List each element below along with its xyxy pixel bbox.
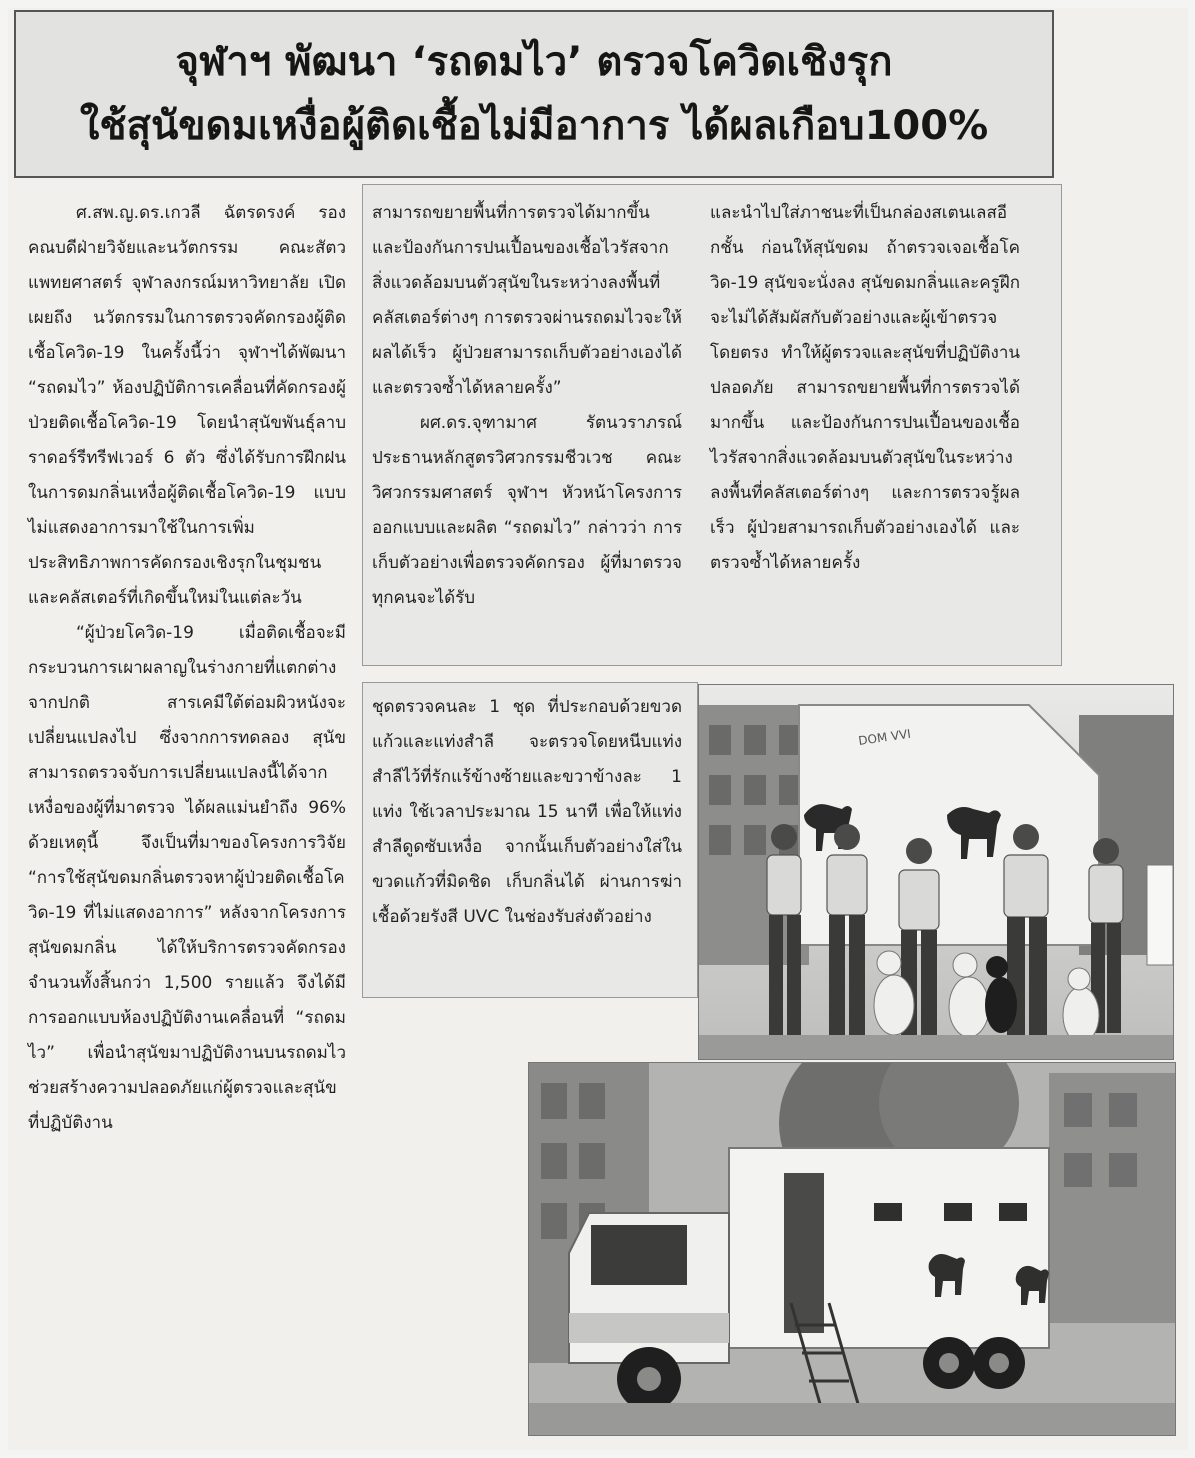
paragraph: ศ.สพ.ญ.ดร.เกวลี ฉัตรดรงค์ รองคณบดีฝ่ายวิจัยและนวัตกรรม คณะสัตวแพทยศาสตร์ จุฬาลงกรณ์มหาวิทยาลัย เปิดเผยถึง นวัตกรรมในการตรวจคัดกรองผู้ติดเชื้อโควิด-19 ในครั้งนี้ว่า จุฬาฯได้พัฒนา “รถดมไว” ห้องปฏิบัติการเคลื่อนที่คัดกรองผู้ป่วยติดเชื้อโควิด-19 โดยนำสุนัขพันธุ์ลาบราดอร์รีทรีฟเวอร์ 6 ตัว ซึ่งได้รับการฝึกฝนในการดมกลิ่นเหงื่อผู้ติดเชื้อโควิด-19 แบบไม่แสดงอาการมาใช้ในการเพิ่มประสิทธิภาพการคัดกรองเชิงรุกในชุมชนและคลัสเตอร์ที่เกิดขึ้นใหม่ในแต่ละวัน <box>28 203 346 608</box>
headline-box <box>14 10 1054 178</box>
article-column-3-top <box>710 196 1020 581</box>
paragraph: ชุดตรวจคนละ 1 ชุด ที่ประกอบด้วยขวดแก้วและแท่งสำลี จะตรวจโดยหนีบแท่งสำลีไว้ที่รักแร้ข้างซ้ายและขวาข้างละ 1 แท่ง ใช้เวลาประมาณ 15 นาที เพื่อให้แท่งสำลีดูดซับเหงื่อ จากนั้นเก็บตัวอย่างใส่ในขวดแก้วที่มิดชิด เก็บกลิ่นได้ ผ่านการฆ่าเชื้อด้วยรังสี UVC ในช่องรับส่งตัวอย่าง <box>372 697 682 927</box>
paragraph: ผศ.ดร.จุฑามาศ รัตนวราภรณ์ ประธานหลักสูตรวิศวกรรมชีวเวช คณะวิศวกรรมศาสตร์ จุฬาฯ หัวหน้าโครงการออกแบบและผลิต “รถดมไว” กล่าวว่า การเก็บตัวอย่างเพื่อตรวจคัดกรอง ผู้ที่มาตรวจทุกคนจะได้รับ <box>372 413 682 608</box>
article-column-2-top <box>372 196 682 616</box>
truck-photo-image <box>529 1063 1175 1435</box>
headline-line-1: จุฬาฯ พัฒนา ‘รถดมไว’ ตรวจโควิดเชิงรุก <box>175 39 893 85</box>
team-with-dogs-photo <box>698 684 1174 1060</box>
article-column-2-bottom <box>372 690 682 935</box>
team-photo-image <box>699 685 1173 1059</box>
paragraph: สามารถขยายพื้นที่การตรวจได้มากขึ้น และป้องกันการปนเปื้อนของเชื้อไวรัสจากสิ่งแวดล้อมบนตัวสุนัขในระหว่างลงพื้นที่คลัสเตอร์ต่างๆ การตรวจผ่านรถดมไวจะให้ผลได้เร็ว ผู้ป่วยสามารถเก็บตัวอย่างเองได้ และตรวจซ้ำได้หลายครั้ง” <box>372 203 682 398</box>
mobile-lab-truck-photo <box>528 1062 1176 1436</box>
headline-line-2: ใช้สุนัขดมเหงื่อผู้ติดเชื้อไม่มีอาการ ได้ผลเกือบ100% <box>79 103 989 149</box>
vehicle-text: DOM VVI <box>857 726 912 748</box>
paragraph: “ผู้ป่วยโควิด-19 เมื่อติดเชื้อจะมีกระบวนการเผาผลาญในร่างกายที่แตกต่างจากปกติ สารเคมีใต้ต่อมผิวหนังจะเปลี่ยนแปลงไป ซึ่งจากการทดลอง สุนัขสามารถตรวจจับการเปลี่ยนแปลงนี้ได้จากเหงื่อของผู้ที่มาตรวจ ได้ผลแม่นยำถึง 96% ด้วยเหตุนี้ จึงเป็นที่มาของโครงการวิจัย “การใช้สุนัขดมกลิ่นตรวจหาผู้ป่วยติดเชื้อโควิด-19 ที่ไม่แสดงอาการ” หลังจากโครงการสุนัขดมกลิ่น ได้ให้บริการตรวจคัดกรองจำนวนทั้งสิ้นกว่า 1,500 รายแล้ว จึงได้มีการออกแบบห้องปฏิบัติงานเคลื่อนที่ “รถดมไว” เพื่อนำสุนัขมาปฏิบัติงานบนรถดมไว ช่วยสร้างความปลอดภัยแก่ผู้ตรวจและสุนัขที่ปฏิบัติงาน <box>28 623 346 1133</box>
article-column-1 <box>28 196 346 1141</box>
paragraph: และนำไปใส่ภาชนะที่เป็นกล่องสเตนเลสอีกชั้น ก่อนให้สุนัขดม ถ้าตรวจเจอเชื้อโควิด-19 สุนัขจะนั่งลง สุนัขดมกลิ่นและครูฝึกจะไม่ได้สัมผัสกับตัวอย่างและผู้เข้าตรวจโดยตรง ทำให้ผู้ตรวจและสุนัขที่ปฏิบัติงานปลอดภัย สามารถขยายพื้นที่การตรวจได้มากขึ้น และป้องกันการปนเปื้อนของเชื้อไวรัสจากสิ่งแวดล้อมบนตัวสุนัขในระหว่างลงพื้นที่คลัสเตอร์ต่างๆ และการตรวจรู้ผลเร็ว ผู้ป่วยสามารถเก็บตัวอย่างเองได้ และตรวจซ้ำได้หลายครั้ง <box>710 203 1020 573</box>
